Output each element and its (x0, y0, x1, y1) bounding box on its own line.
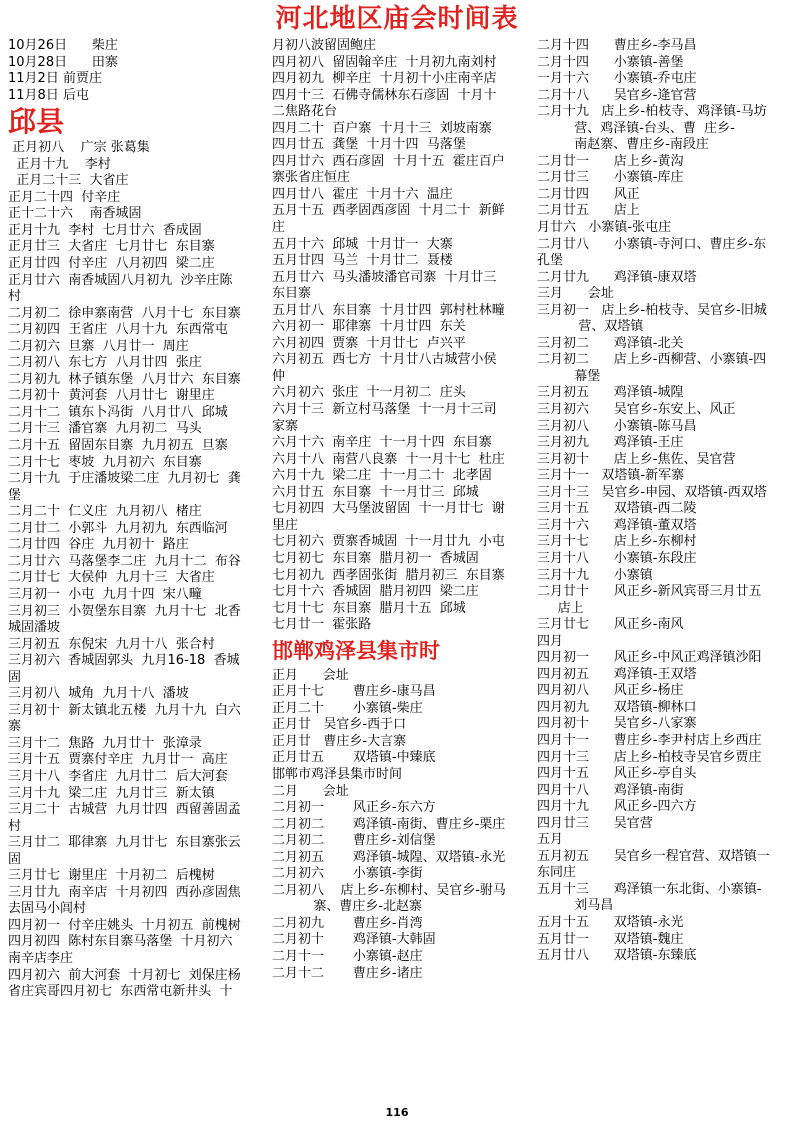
column-3 (537, 38, 789, 965)
schedule-line: 寨、曹庄乡-北赵寨 (272, 899, 423, 915)
schedule-line: 四月初一 风正乡-中风正鸡泽镇沙阳 (537, 650, 762, 666)
schedule-line: 二月初一 风正乡-东六方 (272, 800, 436, 816)
schedule-line: 店上 (537, 600, 584, 616)
schedule-line: 仲 (272, 368, 286, 384)
schedule-line: 正月二十 小寨镇-柴庄 (272, 700, 423, 716)
schedule-line: 二月十二 曹庄乡-诸庄 (272, 965, 423, 981)
schedule-line: 二月廿四 谷庄 九月初十 路庄 (8, 537, 189, 553)
schedule-line: 五月廿一 双塔镇-魏庄 (537, 931, 684, 947)
schedule-line: 三月十七 店上乡-东柳村 (537, 534, 697, 550)
schedule-line: 二月初二 店上乡-西柳营、小寨镇-四 (537, 352, 767, 368)
schedule-line: 四月初九 双塔镇-柳林口 (537, 699, 697, 715)
schedule-line: 六月十九 梁二庄 十一月二十 北孝固 (272, 468, 492, 484)
schedule-line: 二月初六 旦寨 八月廿一 周庄 (8, 338, 189, 354)
schedule-line: 四月初六 前大河套 十月初七 刘保庄杨 (8, 967, 241, 983)
schedule-line: 五月十六 邱城 十月廿一 大寨 (272, 236, 453, 252)
schedule-line: 三月初一 小屯 九月十四 宋八疃 (8, 586, 202, 602)
schedule-line: 二月十八 吴官乡-逄官营 (537, 87, 697, 103)
schedule-line: 二月初二 鸡泽镇-南街、曹庄乡-栗庄 (272, 816, 506, 832)
schedule-line: 11月2日 前贾庄 (8, 71, 102, 87)
schedule-line: 一月十六 小寨镇-乔屯庄 (537, 71, 697, 87)
schedule-line: 七月廿一 霍张路 (272, 617, 372, 633)
schedule-line: 孔堡 (537, 253, 564, 269)
schedule-line: 三月十三 吴官乡-申园、双塔镇-西双塔 (537, 484, 767, 500)
schedule-line: 二月廿七 大侯仲 九月十三 大省庄 (8, 570, 215, 586)
schedule-line: 月廿六 小寨镇-张屯庄 (537, 220, 672, 236)
schedule-line: 四月初九 柳辛庄 十月初十小庄南辛店 (272, 71, 497, 87)
schedule-line: 二月廿五 店上 (537, 203, 640, 219)
schedule-line: 六月廿五 东目寨 十一月廿三 邱城 (272, 484, 479, 500)
schedule-line: 二月廿九 鸡泽镇-康双塔 (537, 269, 697, 285)
schedule-line: 三月十九 梁二庄 九月廿三 新太镇 (8, 785, 215, 801)
schedule-line: 三月初六 香城固郭头 九月16-18 香城 (8, 653, 240, 669)
schedule-line: 五月廿六 马头潘坡潘官司寨 十月廿三 (272, 269, 497, 285)
schedule-line: 五月 (537, 832, 564, 848)
schedule-line: 家寨 (272, 418, 299, 434)
schedule-line: 二月初四 王省庄 八月十九 东西常屯 (8, 322, 228, 338)
schedule-line: 七月初六 贾寨香城固 十一月廿九 小屯 (272, 534, 505, 550)
schedule-line: 三月初三 小贺堡东目寨 九月十七 北香 (8, 603, 241, 619)
schedule-line: 邯郸市鸡泽县集市时间 (272, 766, 403, 782)
schedule-line: 三月十二 焦路 九月廿十 张漳录 (8, 735, 202, 751)
schedule-line: 正十二十六 南香城固 (8, 206, 142, 222)
schedule-line: 正月十九 李村 七月廿六 香成固 (8, 222, 202, 238)
schedule-line: 正月十七 曹庄乡-康马昌 (272, 684, 436, 700)
schedule-line: 五月十三 鸡泽镇一东北街、小寨镇- (537, 881, 762, 897)
schedule-line: 固 (8, 669, 22, 685)
schedule-line: 四月二十 百户寨 十月十三 刘坡南寨 (272, 120, 492, 136)
schedule-line: 四月初四 陈村东目寨马落堡 十月初六 (8, 934, 233, 950)
schedule-line: 正月廿 吴官乡-西于口 (272, 717, 407, 733)
schedule-line: 三月廿二 耶律寨 九月廿七 东目寨张云 (8, 835, 241, 851)
schedule-line: 二月十二 镇东卜冯街 八月廿八 邱城 (8, 404, 228, 420)
page-title: 河北地区庙会时间表 (275, 4, 519, 34)
schedule-line: 二月初十 黄河套 八月廿七 谢里庄 (8, 388, 215, 404)
schedule-line: 五月十五 双塔镇-永光 (537, 914, 684, 930)
schedule-line: 堡 (8, 487, 22, 503)
schedule-line: 营、双塔镇 (537, 319, 644, 335)
schedule-line: 正月二十三 大省庄 (8, 173, 129, 189)
schedule-line: 二月十九 店上乡-柏枝寺、鸡泽镇-马坊 (537, 104, 767, 120)
page-number: 116 (385, 1106, 409, 1119)
column-2 (272, 38, 532, 982)
schedule-line: 四月 (537, 633, 564, 649)
schedule-line: 三月十八 李省庄 九月廿二 后大河套 (8, 768, 228, 784)
schedule-line: 二月十一 小寨镇-赵庄 (272, 948, 423, 964)
schedule-line: 三月初十 店上乡-焦佐、吴官营 (537, 451, 736, 467)
schedule-line: 二月廿八 小寨镇-寺河口、曹庄乡-东 (537, 236, 767, 252)
schedule-line: 村 (8, 289, 22, 305)
schedule-line: 二月廿十 风正乡-新风宾哥三月廿五 (537, 584, 762, 600)
schedule-line: 东同庄 (537, 865, 577, 881)
schedule-line: 三月初八 城角 九月十八 潘坡 (8, 686, 189, 702)
schedule-line: 二月廿六 马落堡李二庄 九月十二 布谷 (8, 553, 241, 569)
schedule-line: 四月廿八 霍庄 十月十六 温庄 (272, 186, 453, 202)
schedule-line: 三月十一 双塔镇-新军寨 (537, 468, 685, 484)
schedule-line: 七月十六 香城固 腊月初四 梁二庄 (272, 584, 479, 600)
schedule-line: 六月初五 西七方 十月廿八古城营小侯 (272, 352, 497, 368)
schedule-line: 省庄宾哥四月初七 东西常屯新井头 十 (8, 984, 233, 1000)
schedule-line: 三月十五 双塔镇-西二陵 (537, 501, 697, 517)
schedule-line: 营、鸡泽镇-台头、曹 庄乡- (537, 120, 735, 136)
section-heading: 邱县 (8, 105, 65, 139)
schedule-line: 二月初十 鸡泽镇-大韩固 (272, 932, 436, 948)
schedule-line: 三月二十 古城营 九月廿四 西留善固孟 (8, 802, 241, 818)
schedule-line: 月初八波留固鲍庄 (272, 38, 377, 53)
schedule-line: 东目寨 (272, 286, 312, 302)
schedule-line: 二月初六 小寨镇-李街 (272, 866, 423, 882)
schedule-line: 六月初一 耶律寨 十月廿四 东关 (272, 319, 466, 335)
schedule-line: 六月十三 新立村马落堡 十一月十三司 (272, 402, 497, 418)
schedule-line: 三月 会址 (537, 286, 614, 302)
schedule-line: 正月十九 李村 (8, 156, 111, 172)
schedule-line: 四月初八 留固翰辛庄 十月初九南刘村 (272, 54, 497, 70)
schedule-line: 刘马昌 (537, 898, 614, 914)
schedule-line: 四月十八 鸡泽镇-南街 (537, 782, 684, 798)
schedule-line: 三月初一 店上乡-柏枝寺、吴官乡-旧城 (537, 302, 767, 318)
schedule-line: 三月初五 鸡泽镇-城隍 (537, 385, 684, 401)
schedule-line: 三月初八 小寨镇-陈马昌 (537, 418, 697, 434)
schedule-line: 二月初九 林子镇东堡 八月廿六 东目寨 (8, 371, 241, 387)
schedule-line: 二月廿四 风正 (537, 186, 640, 202)
schedule-line: 六月十六 南辛庄 十一月十四 东目寨 (272, 435, 492, 451)
schedule-line: 四月十一 曹庄乡-李尹村店上乡西庄 (537, 732, 762, 748)
schedule-line: 三月初二 鸡泽镇-北关 (537, 335, 684, 351)
schedule-line: 四月十五 风正乡-亭自头 (537, 766, 697, 782)
schedule-line: 三月十六 鸡泽镇-董双塔 (537, 517, 697, 533)
schedule-line: 七月初九 西孝固张街 腊月初三 东目寨 (272, 567, 505, 583)
schedule-line: 二月初二 曹庄乡-刘信堡 (272, 833, 436, 849)
schedule-line: 四月廿五 龚堡 十月十四 马落堡 (272, 137, 466, 153)
schedule-line: 南辛店李庄 (8, 950, 74, 966)
schedule-line: 三月廿七 谢里庄 十月初二 后槐树 (8, 868, 215, 884)
schedule-line: 三月初九 鸡泽镇-王庄 (537, 435, 684, 451)
schedule-line: 正月 会址 (272, 667, 349, 683)
schedule-line: 二月十四 曹庄乡-李马昌 (537, 38, 697, 53)
schedule-line: 四月初八 风正乡-杨庄 (537, 683, 684, 699)
schedule-line: 庄 (272, 220, 286, 236)
schedule-line: 正月廿三 大省庄 七月廿七 东目寨 (8, 239, 215, 255)
schedule-line: 三月十五 贾寨付辛庄 九月廿一 高庄 (8, 752, 228, 768)
schedule-line: 二月初五 鸡泽镇-城隍、双塔镇-永光 (272, 849, 506, 865)
schedule-line: 四月初十 吴官乡-八家寨 (537, 716, 697, 732)
schedule-line: 正月廿五 双塔镇-中臻底 (272, 750, 436, 766)
schedule-line: 二月二十 仁义庄 九月初八 楮庄 (8, 504, 202, 520)
schedule-line: 10月26日 柴庄 (8, 38, 118, 53)
schedule-line: 四月初五 鸡泽镇-王双塔 (537, 666, 697, 682)
schedule-line: 幕堡 (537, 368, 601, 384)
schedule-line: 寨 (8, 719, 22, 735)
schedule-line: 五月廿八 东目寨 十月廿四 郭村杜林疃 (272, 302, 505, 318)
schedule-line: 二月十九 于庄潘坡梁二庄 九月初七 龚 (8, 471, 241, 487)
schedule-line: 11月8日 后屯 (8, 87, 89, 103)
schedule-line: 二月十四 小寨镇-善堡 (537, 54, 684, 70)
schedule-line: 二月初八 店上乡-东柳村、吴官乡-驸马 (272, 882, 506, 898)
schedule-line: 七月十七 东目寨 腊月十五 邱城 (272, 600, 466, 616)
schedule-line: 二月十五 留固东目寨 九月初五 旦寨 (8, 438, 228, 454)
schedule-line: 四月廿三 吴官营 (537, 815, 653, 831)
schedule-line: 正月二十四 付辛庄 (8, 189, 121, 205)
schedule-line: 五月廿八 双塔镇-东臻底 (537, 948, 697, 964)
section-heading: 邯郸鸡泽县集市时 (272, 637, 440, 663)
schedule-line: 二月廿二 小郭斗 九月初九 东西临河 (8, 520, 228, 536)
schedule-line: 正月廿 曹庄乡-大言寨 (272, 733, 407, 749)
schedule-line: 固 (8, 851, 22, 867)
schedule-line: 二焦路花台 (272, 104, 338, 120)
schedule-line: 三月廿九 南辛店 十月初四 西孙彦固焦 (8, 884, 241, 900)
schedule-line: 村 (8, 818, 22, 834)
schedule-line: 六月初四 贾寨 十月廿七 卢兴平 (272, 335, 466, 351)
schedule-line: 二月初二 徐申寨南营 八月十七 东目寨 (8, 305, 241, 321)
schedule-line: 四月十九 风正乡-四六方 (537, 799, 697, 815)
schedule-line: 七月初七 东目寨 腊月初一 香城固 (272, 550, 479, 566)
schedule-line: 正月廿六 南香城固八月初九 沙辛庄陈 (8, 272, 233, 288)
schedule-line: 里庄 (272, 517, 299, 533)
schedule-line: 三月十八 小寨镇-东段庄 (537, 550, 697, 566)
schedule-line: 四月初一 付辛庄姚头 十月初五 前槐树 (8, 917, 241, 933)
schedule-line: 三月廿七 风正乡-南风 (537, 617, 684, 633)
schedule-line: 二月初八 东七方 八月廿四 张庄 (8, 355, 202, 371)
schedule-line: 三月十九 小寨镇 (537, 567, 653, 583)
schedule-line: 寨张省庄恒庄 (272, 170, 351, 186)
schedule-line: 四月廿六 西石彦固 十月十五 霍庄百户 (272, 153, 505, 169)
schedule-line: 10月28日 田寨 (8, 54, 118, 70)
schedule-line: 六月十八 南营八良寨 十一月十七 杜庄 (272, 451, 505, 467)
schedule-line: 四月十三 店上乡-柏枝寺吴官乡贾庄 (537, 749, 762, 765)
column-1 (8, 38, 266, 1001)
schedule-line: 三月初十 新太镇北五楼 九月十九 白六 (8, 702, 241, 718)
schedule-line: 南赵寨、曹庄乡-南段庄 (537, 137, 709, 153)
schedule-line: 三月初六 吴官乡-东安上、风正 (537, 402, 736, 418)
schedule-line: 去固马小闾村 (8, 901, 87, 917)
schedule-line: 六月初六 张庄 十一月初二 庄头 (272, 385, 466, 401)
schedule-line: 七月初四 大马堡波留固 十一月廿七 谢 (272, 501, 505, 517)
schedule-line: 四月十三 石佛寺儒林东石彦固 十月十 (272, 87, 497, 103)
schedule-line: 二月十七 枣坡 九月初六 东目寨 (8, 454, 202, 470)
schedule-line: 三月初五 东倪宋 九月十八 张合村 (8, 636, 215, 652)
schedule-line: 二月廿一 店上乡-黄沟 (537, 153, 684, 169)
schedule-line: 五月初五 吴官乡一程官营、双塔镇一 (537, 848, 770, 864)
schedule-line: 五月廿四 马兰 十月廿二 聂楼 (272, 253, 453, 269)
schedule-line: 正月廿四 付辛庄 八月初四 梁二庄 (8, 256, 215, 272)
schedule-line: 二月初九 曹庄乡-肖湾 (272, 915, 423, 931)
schedule-line: 二月 会址 (272, 783, 349, 799)
schedule-line: 五月十五 西孝固西彦固 十月二十 新鲜 (272, 203, 505, 219)
schedule-line: 城固潘坡 (8, 620, 61, 636)
schedule-line: 二月十三 潘官寨 九月初二 马头 (8, 421, 202, 437)
schedule-line: 二月廿三 小寨镇-库庄 (537, 170, 684, 186)
schedule-line: 正月初八 广宗 张葛集 (8, 140, 150, 156)
